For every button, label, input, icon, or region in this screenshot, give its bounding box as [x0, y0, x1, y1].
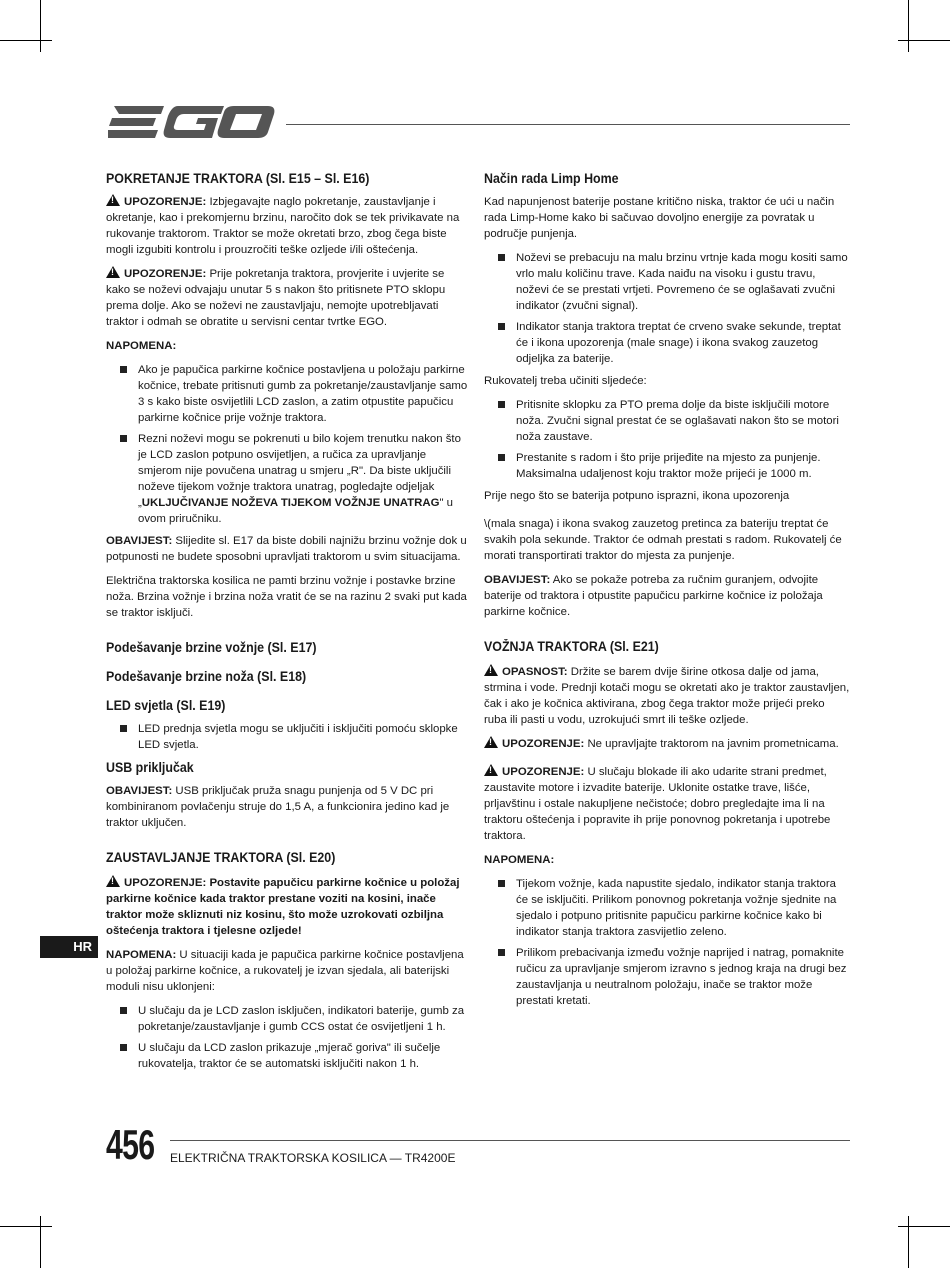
note-paragraph	[106, 947, 470, 995]
page-number: 456	[106, 1121, 155, 1168]
note-list	[106, 1003, 470, 1072]
notice-paragraph	[106, 533, 470, 565]
warning-icon	[106, 194, 120, 206]
warning-label: UPOZORENJE:	[124, 877, 207, 889]
warning-paragraph	[484, 736, 850, 752]
body-paragraph: Prije nego što se baterija potpuno isprazni, ikona upozorenja	[484, 490, 790, 502]
crop-mark	[908, 1216, 909, 1268]
section-title: Podešavanje brzine noža (Sl. E18)	[106, 669, 307, 684]
notice-label: OBAVIJEST:	[484, 574, 551, 586]
list-item: Pritisnite sklopku za PTO prema dolje da biste isključili motore noža. Zvučni signal prestat će se oglašavati nakon što se motori noža zaustave.	[484, 397, 850, 445]
footer-title: ELEKTRIČNA TRAKTORSKA KOSILICA — TR4200E	[170, 1151, 456, 1165]
note-label: NAPOMENA:	[484, 854, 555, 866]
body-paragraph: Rukovatelj treba učiniti sljedeće:	[484, 375, 647, 387]
warning-paragraph	[106, 194, 470, 258]
crop-mark	[0, 40, 52, 41]
list-item-text: " u ovom priručniku.	[138, 497, 453, 525]
danger-text: Držite se barem dvije širine otkosa dalje od jama, strmina i vode. Prednji kotači mogu se okretati ako je traktor zaustavljen, čak i ako je kočnica aktivirana, zbog čega traktor može prijeći preko ruba ili pasti u vodu, uzrokujući smrt ili teške ozljede.	[484, 666, 850, 726]
list-item: Noževi se prebacuju na malu brzinu vrtnje kada mogu kositi samo vrlo malu količinu trave. Kada naiđu na visoku i gustu travu, noževi će se prestati vrtjeti. Povremeno će se oglašavati zvučni indikator (zvučni signal).	[484, 250, 850, 314]
warning-label: UPOZORENJE:	[124, 268, 207, 280]
body-paragraph: Električna traktorska kosilica ne pamti brzinu vožnje i postavke brzine noža. Brzina vožnje i brzina noža vratit će se na razinu 2 svaki put kada se traktor isključi.	[106, 575, 467, 619]
section-title: Način rada Limp Home	[484, 171, 619, 186]
crop-mark	[908, 0, 909, 52]
section-title: VOŽNJA TRAKTORA (Sl. E21)	[484, 639, 659, 654]
warning-text: Prije pokretanja traktora, provjerite i uvjerite se kako se noževi odvajaju unutar 5 s nakon što pritisnete PTO sklopu prema dolje. Ako se noževi ne zaustavljaju, nemojte upotrebljavati traktor i odmah se obratite u servisni centar tvrtke EGO.	[106, 268, 446, 328]
header-rule	[286, 124, 850, 125]
body-paragraph: Kad napunjenost baterije postane kritično niska, traktor će ući u način rada Limp-Home kako bi sačuvao dovoljno energije za povratak u područje punjenja.	[484, 196, 835, 240]
limp-home-list	[484, 250, 850, 367]
note-list	[106, 362, 470, 527]
warning-paragraph	[106, 266, 470, 330]
note-text: U situaciji kada je papučica parkirne kočnice postavljena u položaj parkirne kočnice, a rukovatelj je izvan sjedala, ali baterijski moduli nisu uklonjeni:	[106, 949, 464, 993]
warning-text: Ne upravljajte traktorom na javnim prometnicama.	[584, 738, 839, 750]
warning-text: Izbjegavajte naglo pokretanje, zaustavljanje i okretanje, kao i prekomjernu brzinu, naročito dok se tek privikavate na rukovanje traktorom. Traktor se može okretati brzo, zbog čega biste mogli izgubiti kontrolu i prouzročiti teške ozljede i/ili oštećenja.	[106, 196, 460, 256]
crop-mark	[40, 1216, 41, 1268]
warning-paragraph	[484, 764, 850, 844]
footer-rule	[170, 1140, 850, 1141]
list-item: Ako je papučica parkirne kočnice postavljena u položaju parkirne kočnice, trebate pritisnuti gumb za pokretanje/zaustavljanje samo 3 s kako biste osvijetlili LCD zaslon, a zatim otpustite papučicu parkirne kočnice prije vožnje traktora.	[106, 362, 470, 426]
warning-icon	[484, 736, 498, 748]
list-item: Tijekom vožnje, kada napustite sjedalo, indikator stanja traktora će se isključiti. Prilikom ponovnog pokretanja vožnje sjednite na sjedalo i potpuno pritisnite papučicu parkirne kočnice kako bi indikator stanja traktora zasvijetlio zeleno.	[484, 876, 850, 940]
note-label: NAPOMENA:	[106, 949, 177, 961]
danger-icon	[484, 664, 498, 676]
list-item-text: Rezni noževi mogu se pokrenuti u bilo kojem trenutku nakon što je LCD zaslon potpuno osvijetljen, a ručica za upravljanje smjerom nije povučena unatrag u smjeru „R". Da biste uključili noževe tijekom vožnje traktora unatrag, pogledajte odjeljak „	[138, 433, 461, 509]
list-item: U slučaju da LCD zaslon prikazuje „mjerač goriva" ili sučelje rukovatelja, traktor će se automatski isključiti nakon 1 h.	[106, 1040, 470, 1072]
list-item	[106, 431, 470, 527]
list-item-reference: UKLJUČIVANJE NOŽEVA TIJEKOM VOŽNJE UNATRAG	[141, 497, 440, 509]
section-title: ZAUSTAVLJANJE TRAKTORA (Sl. E20)	[106, 850, 336, 865]
page-header	[106, 102, 850, 146]
danger-paragraph	[484, 664, 850, 728]
notice-paragraph	[106, 783, 470, 831]
left-column	[106, 170, 470, 1078]
note-list	[484, 876, 850, 1009]
note-label: NAPOMENA:	[106, 340, 177, 352]
section-title: POKRETANJE TRAKTORA (Sl. E15 – Sl. E16)	[106, 171, 370, 186]
warning-label: UPOZORENJE:	[502, 766, 585, 778]
list-item: LED prednja svjetla mogu se uključiti i isključiti pomoću sklopke LED svjetla.	[106, 721, 470, 753]
notice-label: OBAVIJEST:	[106, 535, 173, 547]
warning-label: UPOZORENJE:	[124, 196, 207, 208]
page-footer	[106, 1122, 850, 1168]
warning-icon	[106, 266, 120, 278]
list-item: Prestanite s radom i što prije prijeđite na mjesto za punjenje. Maksimalna udaljenost koju traktor može prijeći je 1000 m.	[484, 450, 850, 482]
warning-paragraph	[106, 875, 470, 939]
language-tab: HR	[40, 936, 98, 958]
section-title: LED svjetla (Sl. E19)	[106, 698, 226, 713]
list-item: Prilikom prebacivanja između vožnje naprijed i natrag, pomaknite ručicu za upravljanje smjerom izravno s jednog kraja na drugi bez zaustavljanja u neutralnom položaju, inače se traktor može prestati kretati.	[484, 945, 850, 1009]
notice-label: OBAVIJEST:	[106, 785, 173, 797]
warning-text: Postavite papučicu parkirne kočnice u položaj parkirne kočnice kada traktor prestane voziti na kosini, inače traktor može skliznuti niz kosinu, što može uzrokovati ozbiljna oštećenja traktora i tjelesne ozljede!	[106, 877, 460, 937]
body-paragraph: \(mala snaga) i ikona svakog zauzetog pretinca za bateriju treptat će svakih pola sekunde. Traktor će odmah prestati s radom. Rukovatelj će morati transportirati traktor do mjesta za punjenje.	[484, 518, 842, 562]
ego-logo	[106, 102, 276, 142]
led-list	[106, 721, 470, 753]
list-item: Indikator stanja traktora treptat će crveno svake sekunde, treptat će i ikona upozorenja (male snage) i ikona svakog zauzetog odjeljka za baterije.	[484, 319, 850, 367]
crop-mark	[898, 1226, 950, 1227]
notice-text: Slijedite sl. E17 da biste dobili najnižu brzinu vožnje dok u potpunosti ne budete sposobni upravljati traktorom u svim situacijama.	[106, 535, 467, 563]
crop-mark	[0, 1226, 52, 1227]
section-title: Podešavanje brzine vožnje (Sl. E17)	[106, 640, 317, 655]
crop-mark	[898, 40, 950, 41]
warning-text: U slučaju blokade ili ako udarite strani predmet, zaustavite motore i izvadite baterije. Uklonite ostatke trave, lišće, prljavštinu i ostale nakupljene nečistoće; dobro pregledajte ima li na traktoru oštećenja i popravite ih prije ponovnog pokretanja i upotrebe traktora.	[484, 766, 831, 842]
danger-label: OPASNOST:	[502, 666, 568, 678]
crop-mark	[40, 0, 41, 52]
warning-icon	[484, 764, 498, 776]
warning-icon	[106, 875, 120, 887]
operator-list	[484, 397, 850, 482]
list-item: U slučaju da je LCD zaslon isključen, indikatori baterije, gumb za pokretanje/zaustavljanje i gumb CCS ostat će osvijetljeni 1 h.	[106, 1003, 470, 1035]
notice-text: Ako se pokaže potreba za ručnim guranjem, odvojite baterije od traktora i otpustite papučicu parkirne kočnice iz položaja parkirne kočnice.	[484, 574, 823, 618]
warning-label: UPOZORENJE:	[502, 738, 585, 750]
notice-text: USB priključak pruža snagu punjenja od 5 V DC pri kombiniranom povlačenju struje do 1,5 A, a funkcionira jedino kad je traktor uključen.	[106, 785, 450, 829]
notice-paragraph	[484, 572, 850, 620]
section-title: USB priključak	[106, 760, 194, 775]
right-column	[484, 170, 850, 1015]
